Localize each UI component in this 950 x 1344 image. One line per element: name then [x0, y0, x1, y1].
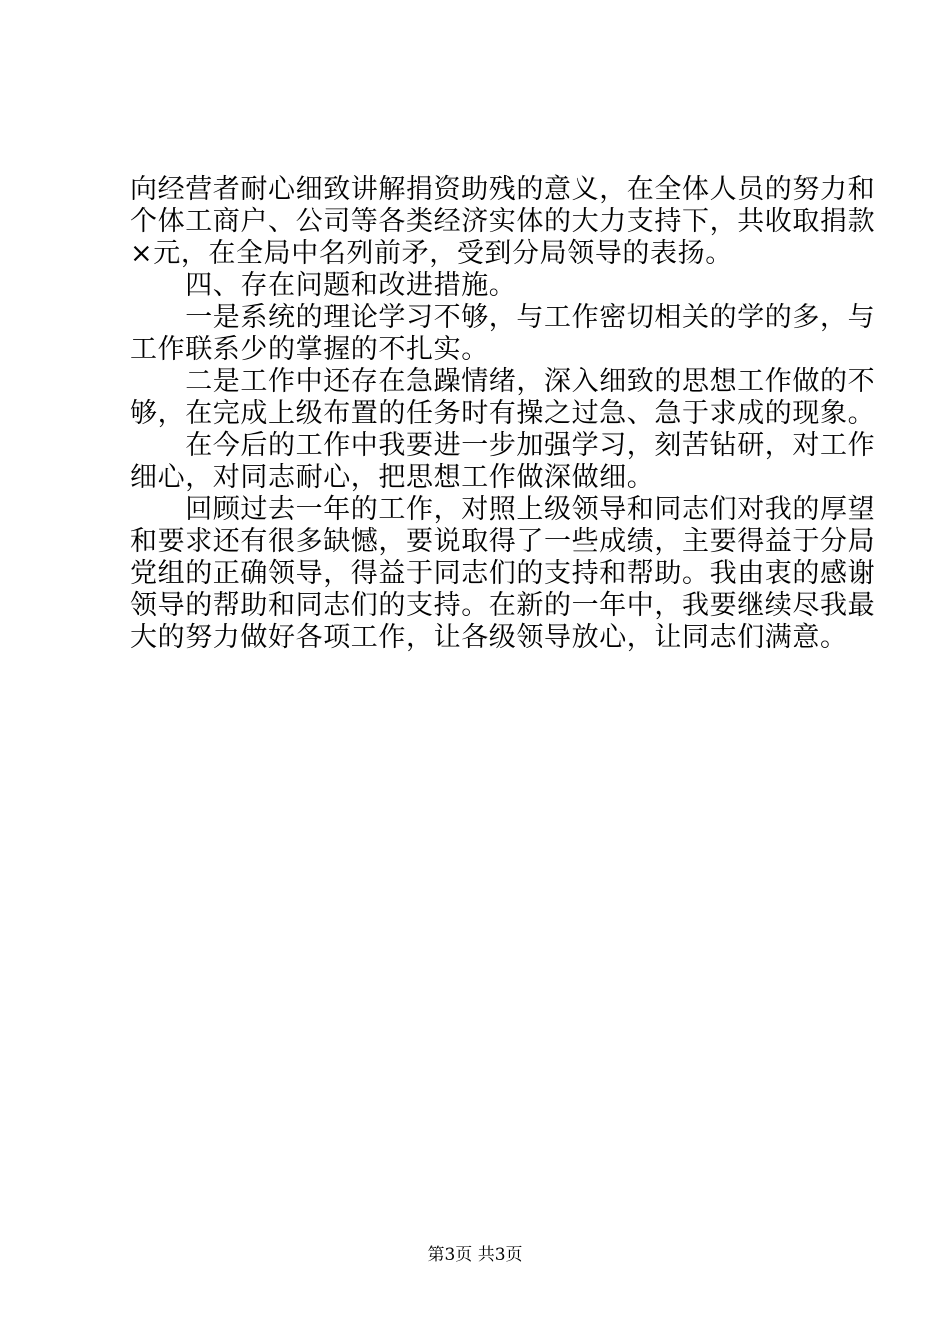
text-line-11: 回顾过去一年的工作，对照上级领导和同志们对我的厚望 — [130, 494, 876, 525]
text-line-1: 向经营者耐心细致讲解捐资助残的意义，在全体人员的努力和 — [130, 174, 876, 205]
text-line-5: 一是系统的理论学习不够，与工作密切相关的学的多，与 — [130, 302, 876, 333]
text-line-7: 二是工作中还存在急躁情绪，深入细致的思想工作做的不 — [130, 366, 876, 397]
text-line-9: 在今后的工作中我要进一步加强学习，刻苦钻研，对工作 — [130, 430, 876, 461]
text-line-10: 细心，对同志耐心，把思想工作做深做细。 — [130, 462, 655, 493]
text-line-14: 领导的帮助和同志们的支持。在新的一年中，我要继续尽我最 — [130, 590, 876, 621]
page-number-footer: 第3页 共3页 — [427, 1245, 523, 1265]
text-line-8: 够，在完成上级布置的任务时有操之过急、急于求成的现象。 — [130, 398, 876, 429]
text-line-12: 和要求还有很多缺憾，要说取得了一些成绩，主要得益于分局 — [130, 526, 876, 557]
section-heading: 四、存在问题和改进措施。 — [130, 270, 517, 301]
text-line-13: 党组的正确领导，得益于同志们的支持和帮助。我由衷的感谢 — [130, 558, 876, 589]
text-line-6: 工作联系少的掌握的不扎实。 — [130, 334, 489, 365]
text-line-3: ×元，在全局中名列前矛，受到分局领导的表扬。 — [130, 238, 733, 269]
text-line-15: 大的努力做好各项工作，让各级领导放心，让同志们满意。 — [130, 622, 848, 653]
text-line-2: 个体工商户、公司等各类经济实体的大力支持下，共收取捐款 — [130, 206, 876, 237]
